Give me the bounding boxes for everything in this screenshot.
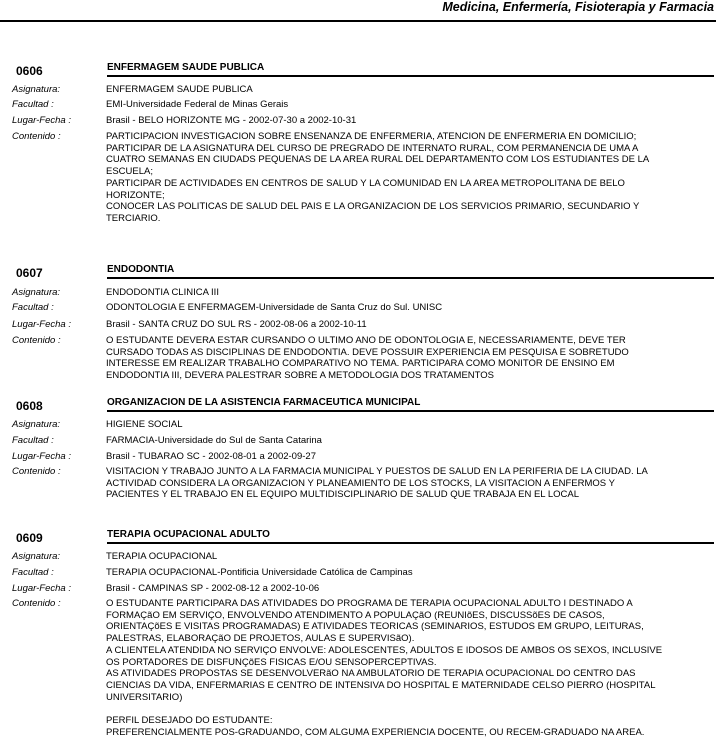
contenido-value: O ESTUDANTE PARTICIPARA DAS ATIVIDADES DO PROGRAMA DE TERAPIA OCUPACIONAL ADULTO I DESTINADO A FORMAÇãO EM SERVIÇO, ENVOLVENDO ATENDIMENTO A POPULAÇãO (REUNIõES, DISCUSSõES DE CASOS, ORIENTAÇõES E VISITAS PROGRAMADAS) E ATIVIDADES TEORICAS (SEMINARIOS, ESTUDOS EM GRUPO, LEITURAS, PALESTRAS, ELABORAÇãO DE PROJETOS, AULAS E SUPERVISãO). A CLIENTELA ATENDIDA NO SERVIÇO ENVOLVE: ADOLESCENTES, ADULTOS E IDOSOS DE AMBOS OS SEXOS, INCLUSIVE OS PORTADORES DE DISFUNÇõES FISICAS E/OU SENSOPERCEPTIVAS. AS ATIVIDADES PROPOSTAS SE DESENVOLVERãO NA AMBULATORIO DE TERAPIA OCUPACIONAL DO CENTRO DAS CIENCIAS DA VIDA, ENFERMARIAS E CENTRO DE INTENSIVA DO HOSPITAL E MATERNIDADE CELSO PIERRO (HOSPITAL UNIVERSITARIO) PERFIL DESEJADO DO ESTUDANTE: PREFERENCIALMENTE POS-GRADUANDO, COM ALGUMA EXPERIENCIA DOCENTE, OU RECEM-GRADUADO NA AREA.: [106, 598, 663, 738]
asignatura-value: TERAPIA OCUPACIONAL: [106, 551, 218, 562]
lugar-fecha-label: Lugar-Fecha :: [12, 451, 71, 462]
entry-title: ENFERMAGEM SAUDE PUBLICA: [107, 62, 265, 73]
lugar-fecha-label: Lugar-Fecha :: [12, 115, 71, 126]
facultad-label: Facultad :: [12, 567, 54, 578]
entry-code: 0608: [16, 399, 43, 413]
lugar-fecha-value: Brasil - CAMPINAS SP - 2002-08-12 a 2002-10-06: [106, 583, 320, 594]
lugar-fecha-value: Brasil - SANTA CRUZ DO SUL RS - 2002-08-06 a 2002-10-11: [106, 319, 367, 330]
title-rule: [107, 277, 714, 279]
title-rule: [107, 542, 714, 544]
facultad-value: ODONTOLOGIA E ENFERMAGEM-Universidade de Santa Cruz do Sul. UNISC: [106, 302, 443, 313]
entry-code: 0606: [16, 64, 43, 78]
asignatura-label: Asignatura:: [12, 419, 61, 430]
asignatura-value: HIGIENE SOCIAL: [106, 419, 183, 430]
asignatura-value: ENFERMAGEM SAUDE PUBLICA: [106, 84, 253, 95]
page-header-title: Medicina, Enfermería, Fisioterapia y Farmacia: [442, 0, 714, 14]
lugar-fecha-label: Lugar-Fecha :: [12, 319, 71, 330]
contenido-value: O ESTUDANTE DEVERA ESTAR CURSANDO O ULTIMO ANO DE ODONTOLOGIA E, NECESSARIAMENTE, DEVE TER CURSADO TODAS AS DISCIPLINAS DE ENDODONTIA. DEVE POSSUIR EXPERIENCIA EM PESQUISA E SOBRETUDO INTERESSE EM REALIZAR TRABALHO COMPARATIVO NO TEMA. PARTICIPARA COMO MONITOR DE ENSINO EM ENDODONTIA III, DEVERA PALESTRAR SOBRE A METODOLOGIA DOS TRATAMENTOS: [106, 335, 629, 382]
lugar-fecha-value: Brasil - BELO HORIZONTE MG - 2002-07-30 a 2002-10-31: [106, 115, 357, 126]
facultad-value: EMI-Universidade Federal de Minas Gerais: [106, 99, 289, 110]
contenido-label: Contenido :: [12, 466, 61, 477]
contenido-label: Contenido :: [12, 598, 61, 609]
facultad-label: Facultad :: [12, 302, 54, 313]
entry-title: ENDODONTIA: [107, 264, 175, 275]
entry-code: 0609: [16, 531, 43, 545]
facultad-value: FARMACIA-Universidade do Sul de Santa Catarina: [106, 435, 322, 446]
asignatura-label: Asignatura:: [12, 551, 61, 562]
contenido-label: Contenido :: [12, 335, 61, 346]
lugar-fecha-label: Lugar-Fecha :: [12, 583, 71, 594]
facultad-label: Facultad :: [12, 99, 54, 110]
entry-title: ORGANIZACION DE LA ASISTENCIA FARMACEUTICA MUNICIPAL: [107, 397, 421, 408]
asignatura-label: Asignatura:: [12, 287, 61, 298]
lugar-fecha-value: Brasil - TUBARAO SC - 2002-08-01 a 2002-09-27: [106, 451, 316, 462]
header-rule: [0, 20, 716, 22]
entry-title: TERAPIA OCUPACIONAL ADULTO: [107, 529, 270, 540]
title-rule: [107, 75, 714, 77]
title-rule: [107, 410, 714, 412]
asignatura-label: Asignatura:: [12, 84, 61, 95]
facultad-value: TERAPIA OCUPACIONAL-Pontificia Universidade Católica de Campinas: [106, 567, 413, 578]
facultad-label: Facultad :: [12, 435, 54, 446]
asignatura-value: ENDODONTIA CLINICA III: [106, 287, 219, 298]
entry-code: 0607: [16, 266, 43, 280]
contenido-value: VISITACION Y TRABAJO JUNTO A LA FARMACIA MUNICIPAL Y PUESTOS DE SALUD EN LA PERIFERIA DE LA CIUDAD. LA ACTIVIDAD CONSIDERA LA ORGANIZACION Y PLANEAMIENTO DE LOS STOCKS, LA VISITACION A ENFERMOS Y PACIENTES Y EL TRABAJO EN EL EQUIPO MULTIDISCIPLINARIO DE SALUD QUE TRABAJA EN EL LOCAL: [106, 466, 648, 501]
contenido-label: Contenido :: [12, 131, 61, 142]
contenido-value: PARTICIPACION INVESTIGACION SOBRE ENSENANZA DE ENFERMERIA, ATENCION DE ENFERMERIA EN DOMICILIO; PARTICIPAR DE LA ASIGNATURA DEL CURSO DE PREGRADO DE INTERNATO RURAL, COM PERMANENCIA DE UMA A CUATRO SEMANAS EN CIUDADS PEQUENAS DE LA AREA RURAL DEL DEPARTAMENTO COM LOS ESTUDIANTES DE LA ESCUELA; PARTICIPAR DE ACTIVIDADES EN CENTROS DE SALUD Y LA COMUNIDAD EN LA AREA METROPOLITANA DE BELO HORIZONTE; CONOCER LAS POLITICAS DE SALUD DEL PAIS E LA ORGANIZACION DE LOS SERVICIOS PRIMARIO, SECUNDARIO Y TERCIARIO.: [106, 131, 650, 224]
